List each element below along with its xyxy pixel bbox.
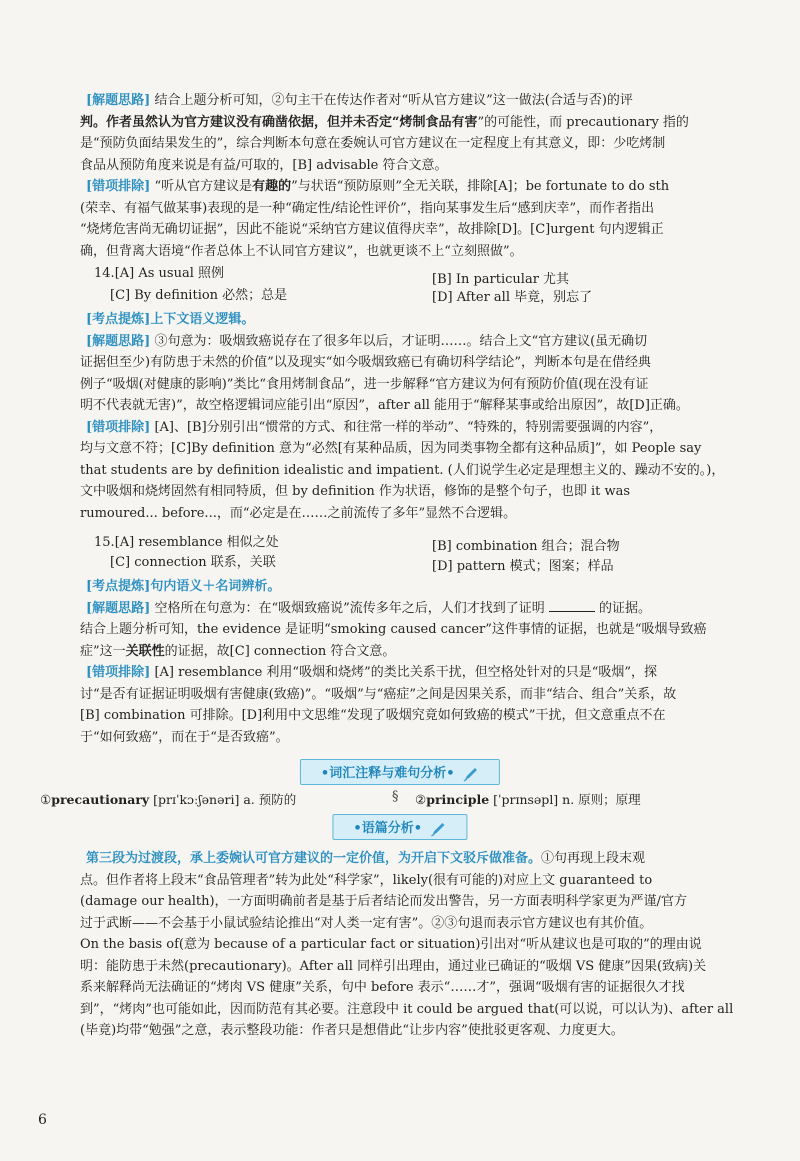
q15-option-a: [A] resemblance 相似之处 — [114, 535, 279, 550]
vocab-section-title: •词汇注释与难句分析• — [300, 759, 500, 785]
q14-block: [考点提炼]上下文语义逻辑。 [解题思路] ③句意为：吸烟致癌说存在了很多年以后，才证明……。结合上文“官方建议(虽无确切 证据但至少)有防患于未然的价值”以及现实“如今吸烟致癌已有确切科学结论”，判断本句是在借经典 例子“吸烟(对健康的影响)”类比“食用烤制食品”，进一步解释“官方建议为何有预防价值(现在没有证 明不代表就无害)”，故空格逻辑词应能引出“原因”，after all 能用于“解释某事或给出原因”，故[D]正确。 [错项排除] [A]、[B]分别引出“惯常的方式、和往常一样的举动”、“特殊的，特别需要强调的内容”， 均与文意不符；[C]By definition 意为“必然[有某种品质，因为同类事物全都有这种品质]”，如 People say that students are by definition idealistic and impatient. (人们说学生必定是理想主义的、躁动不安的。)， 文中吸烟和烧烤固然有相同特质，但 by definition 作为状语，修饰的是整个句子，也即 it was rumoured... before...，而“必定是在……之前流传了多年”显然不合逻辑。 — [80, 312, 725, 521]
q14-options: 14.[A] As usual 照例 [B] In particular 尤其 [C] By definition 必然；总是 [D] After all 毕竟，别忘了 — [80, 263, 770, 307]
q15-block: [考点提炼]句内语义＋名词辨析。 [解题思路] 空格所在句意为：在“吸烟致癌说”流传多年之后，人们才找到了证明 的证据。 结合上题分析可知，the evidence 是证明“smoking caused cancer”这件事情的证据，也就是“吸烟导致癌 症”这一关联性的证据，故[C] connection 符合文意。 [错项排除] [A] resemblance 利用“吸烟和烧烤”的类比关系干扰，但空格处针对的只是“吸烟”，探 讨“是否有证据证明吸烟有害健康(致癌)”。“吸烟”与“癌症”之间是因果关系，而非“结合、组合”关系，故 [B] combination 可排除。[D]利用中文思维“发现了吸烟究竟如何致癌的模式”干扰，但文意重点不在 于“如何致癌”，而在于“是否致癌”。 — [80, 579, 707, 745]
pen-icon — [431, 821, 447, 837]
vocab-item-2: ②principle [ˈprɪnsəpl] n. 原则；原理 — [415, 792, 641, 807]
passage-section-title: •语篇分析• — [332, 814, 467, 840]
passage-lead: 第三段为过渡段，承上委婉认可官方建议的一定价值，为开启下文驳斥做准备。 — [86, 851, 542, 866]
vocab-item-1: ①precautionary [prɪˈkɔːʃənəri] a. 预防的 — [40, 792, 297, 807]
q15-options: 15.[A] resemblance 相似之处 [B] combination 组合；混合物 [C] connection 联系，关联 [D] pattern 模式；图案；样品 — [80, 532, 770, 576]
page-number: 6 — [38, 1112, 47, 1128]
q13-block: [解题思路] 结合上题分析可知，②句主干在传达作者对“听从官方建议”这一做法(合适与否)的评 判。作者虽然认为官方建议没有确凿依据，但并未否定“烤制食品有害”的可能性，而 precautionary 指的 是“预防负面结果发生的”，综合判断本句意在委婉认可官方建议在一定程度上有其意义，即：少吃烤制 食品从预防角度来说是有益/可取的，[B] advisable 符合文意。 [错项排除] “听从官方建议是有趣的”与状语“预防原则”全无关联，排除[A]；be fortunate to do sth (荣幸、有福气做某事)表现的是一种“确定性/结论性评价”，指向某事发生后“感到庆幸”，而作者指出 “烧烤危害尚无确切证据”，因此不能说“采纳官方建议值得庆幸”，故排除[D]。[C]urgent 句内逻辑正 确，但背离大语境“作者总体上不认同官方建议”，也就更谈不上“立刻照做”。 — [80, 93, 689, 259]
q14-option-d: [D] After all 毕竟，别忘了 — [432, 290, 593, 305]
q15-option-c: [C] connection 联系，关联 — [110, 555, 276, 570]
q14-option-b: [B] In particular 尤其 — [432, 272, 570, 287]
q14-option-c: [C] By definition 必然；总是 — [110, 288, 288, 303]
q15-option-d: [D] pattern 模式；图案；样品 — [432, 559, 614, 574]
section-separator: § — [392, 789, 399, 804]
tag-wrong: [错项排除] — [86, 179, 151, 194]
answer-blank — [549, 599, 595, 612]
pen-icon — [463, 766, 479, 782]
q15-option-b: [B] combination 组合；混合物 — [432, 539, 620, 554]
passage-analysis: 第三段为过渡段，承上委婉认可官方建议的一定价值，为开启下文驳斥做准备。①句再现上段末观 点。但作者将上段末“食品管理者”转为此处“科学家”，likely(很有可能的)对应上文 guaranteed to (damage our health)，一方面明确前者是基于后者结论而发出警告，另一方面表明科学家更为严谨/官方 过于武断——不会基于小鼠试验结论推出“对人类一定有害”。②③句退而表示官方建议也有其价值。 On the basis of(意为 because of a particular fact or situation)引出对“听从建议也是可取的”的理由说 明：能防患于未然(precautionary)。After all 同样引出理由，通过业已确证的“吸烟 VS 健康”因果(致病)关 系来解释尚无法确证的“烤肉 VS 健康”关系，句中 before 表示“……才”，强调“吸烟有害的证据很久才找 到”，“烤肉”也可能如此，因而防范有其必要。注意段中 it could be argued that(可以说，可以认为)、after all (毕竟)均带“勉强”之意，表示整段功能：作者只是想借此“让步内容”使批驳更客观、力度更大。 — [80, 851, 734, 1038]
q14-option-a: [A] As usual 照例 — [114, 266, 225, 281]
tag-analysis: [解题思路] — [86, 93, 151, 108]
